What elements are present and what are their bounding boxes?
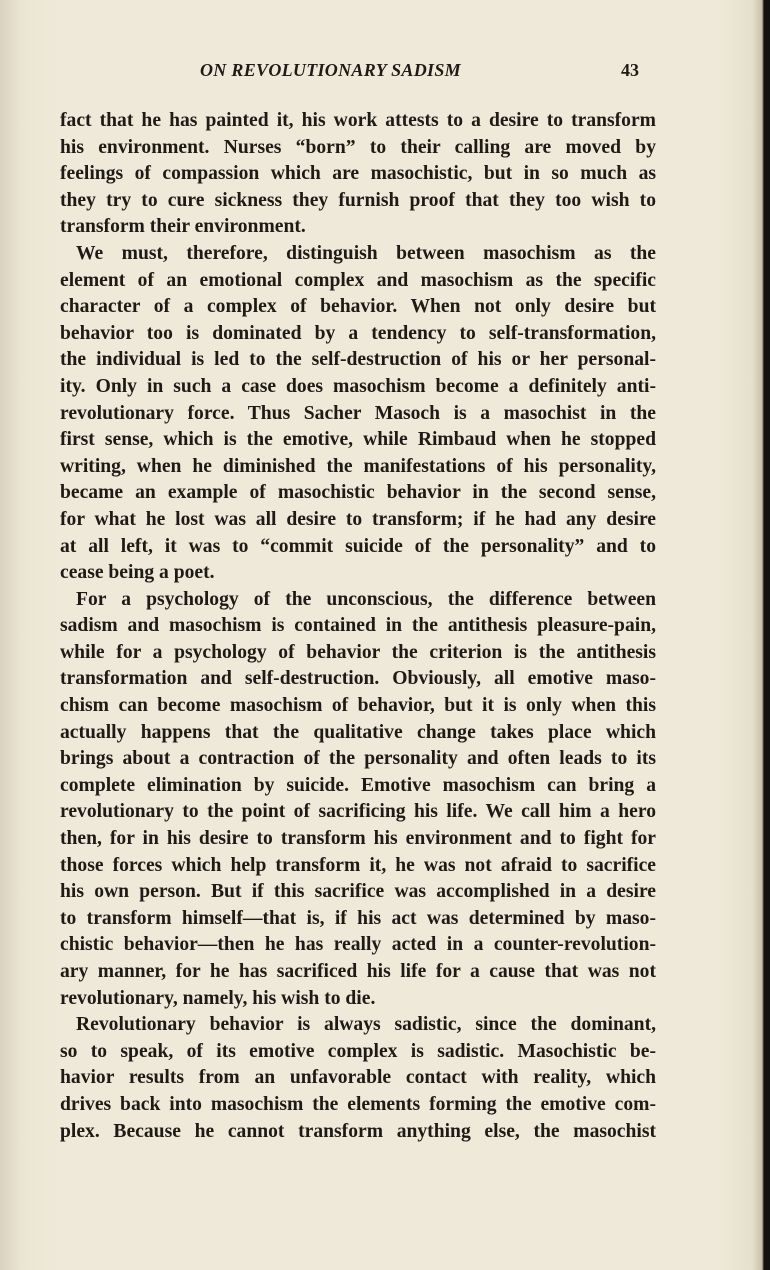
text-line: sadism and masochism is contained in the antithesis pleasure-pain, (60, 615, 656, 637)
text-line: transform their environment. (60, 216, 306, 238)
text-line: then, for in his desire to transform his environment and to fight for (60, 828, 656, 850)
paragraph (60, 1012, 656, 1145)
text-line: brings about a contraction of the personality and often leads to its (60, 748, 656, 770)
paragraph (60, 587, 656, 1013)
text-line: drives back into masochism the elements forming the emotive com- (60, 1093, 656, 1115)
text-line: first sense, which is the emotive, while Rimbaud when he stopped (60, 429, 656, 451)
text-line: element of an emotional complex and masochism as the specific (60, 269, 656, 291)
text-line: revolutionary force. Thus Sacher Masoch is a masochist in the (60, 402, 656, 424)
text-line: so to speak, of its emotive complex is sadistic. Masochistic be- (60, 1040, 656, 1062)
text-line: they try to cure sickness they furnish proof that they too wish to (60, 189, 656, 211)
text-line: for what he lost was all desire to transform; if he had any desire (60, 508, 656, 530)
text-line: those forces which help transform it, he was not afraid to sacrifice (60, 854, 656, 876)
text-line: We must, therefore, distinguish between masochism as the (76, 242, 656, 264)
paragraph (60, 241, 656, 587)
text-line: to transform himself—that is, if his act was determined by maso- (60, 907, 656, 929)
text-line: fact that he has painted it, his work attests to a desire to transform (60, 110, 656, 131)
text-line: character of a complex of behavior. When not only desire but (60, 296, 656, 318)
text-line: actually happens that the qualitative change takes place which (60, 721, 656, 743)
page-number: 43 (621, 60, 639, 80)
page-header (0, 60, 770, 86)
text-line: chistic behavior—then he has really acted in a counter-revolution- (60, 934, 656, 956)
text-line: cease being a poet. (60, 562, 215, 584)
text-line: writing, when he diminished the manifestations of his personality, (60, 455, 656, 477)
text-line: his environment. Nurses “born” to their calling are moved by (60, 136, 656, 158)
running-title: ON REVOLUTIONARY SADISM (200, 60, 461, 80)
text-line: revolutionary to the point of sacrificing his life. We call him a hero (60, 801, 656, 823)
text-line: plex. Because he cannot transform anything else, the masochist (60, 1120, 656, 1142)
text-line: transformation and self-destruction. Obviously, all emotive maso- (60, 668, 656, 690)
text-line: feelings of compassion which are masochistic, but in so much as (60, 163, 656, 185)
text-line: his own person. But if this sacrifice was accomplished in a desire (60, 881, 656, 903)
text-line: revolutionary, namely, his wish to die. (60, 987, 376, 1009)
paragraph (60, 108, 656, 241)
text-line: Revolutionary behavior is always sadistic, since the dominant, (76, 1014, 656, 1036)
text-line: behavior too is dominated by a tendency to self-transformation, (60, 322, 656, 344)
text-line: the individual is led to the self-destruction of his or her personal- (60, 349, 656, 371)
text-line: chism can become masochism of behavior, but it is only when this (60, 695, 656, 717)
text-line: at all left, it was to “commit suicide of the personality” and to (60, 535, 656, 557)
text-line: ity. Only in such a case does masochism become a definitely anti- (60, 375, 656, 397)
text-line: ary manner, for he has sacrificed his life for a cause that was not (60, 961, 656, 982)
text-line: havior results from an unfavorable contact with reality, which (60, 1067, 656, 1089)
body-text (60, 108, 656, 1145)
text-line: complete elimination by suicide. Emotive masochism can bring a (60, 774, 656, 796)
text-line: while for a psychology of behavior the criterion is the antithesis (60, 641, 656, 663)
text-line: became an example of masochistic behavior in the second sense, (60, 482, 656, 504)
text-line: For a psychology of the unconscious, the difference between (76, 588, 656, 610)
